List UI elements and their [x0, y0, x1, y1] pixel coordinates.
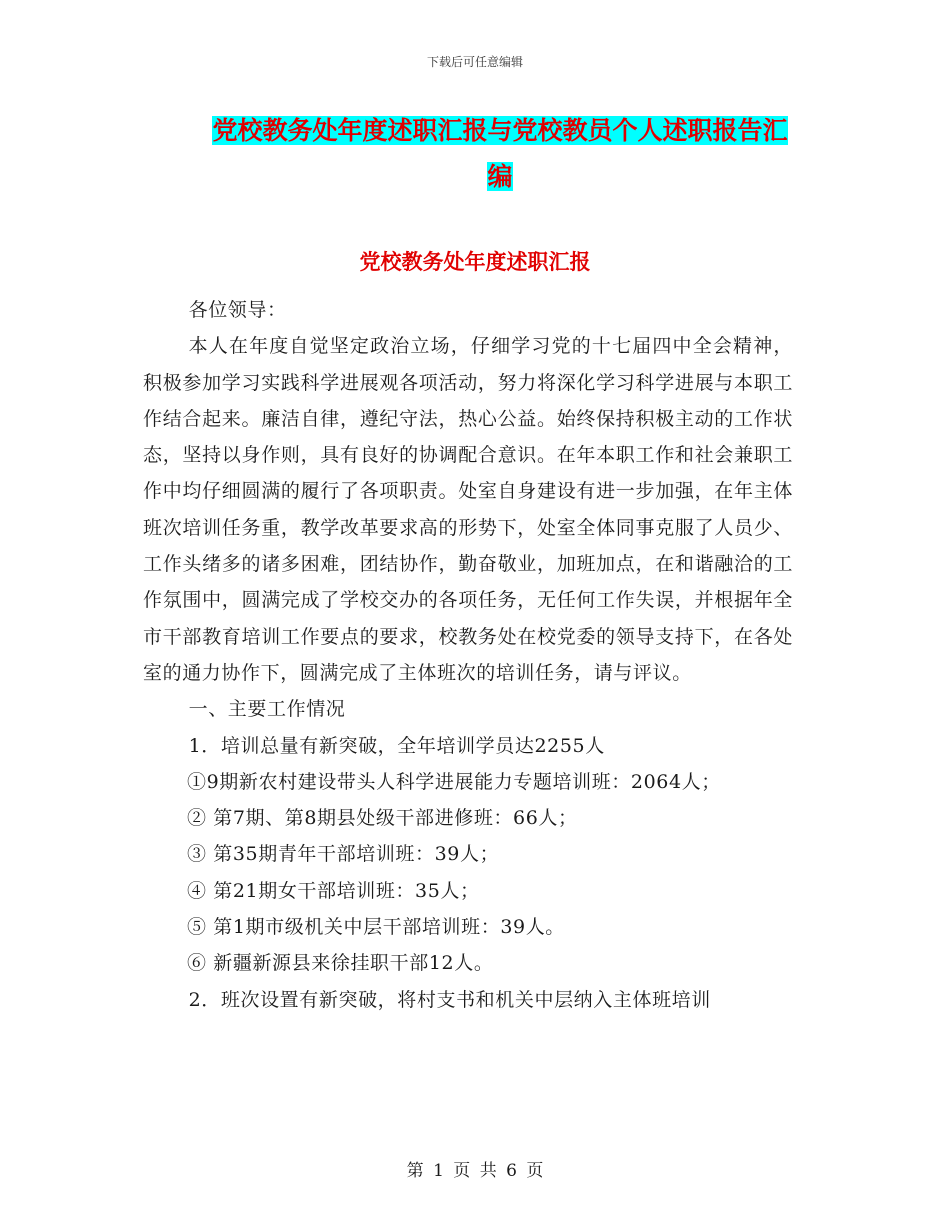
list-item: ⑤ 第1期市级机关中层干部培训班：39人。 — [187, 916, 565, 939]
section-heading-1: 一、主要工作情况 — [188, 698, 346, 721]
list-item: ①9期新农村建设带头人科学进展能力专题培训班：2064人； — [187, 770, 721, 793]
document-body — [143, 292, 793, 1018]
document-title — [140, 108, 860, 200]
list-item: ③ 第35期青年干部培训班：39人； — [187, 843, 500, 866]
document-title-line2: 编 — [487, 162, 513, 191]
list-item: ② 第7期、第8期县处级干部进修班：66人； — [187, 807, 578, 830]
document-title-line1: 党校教务处年度述职汇报与党校教员个人述职报告汇 — [212, 116, 788, 145]
point-2: 2．班次设置有新突破，将村支书和机关中层纳入主体班培训 — [188, 988, 711, 1011]
paragraph-1: 本人在年度自觉坚定政治立场，仔细学习党的十七届四中全会精神，积极参加学习实践科学进展观各项活动，努力将深化学习科学进展与本职工作结合起来。廉洁自律，遵纪守法，热心公益。始终保持积极主动的工作状态，坚持以身作则，具有良好的协调配合意识。在年本职工作和社会兼职工作中均仔细圆满的履行了各项职责。处室自身建设有进一步加强，在年主体班次培训任务重，教学改革要求高的形势下，处室全体同事克服了人员少、工作头绪多的诸多困难，团结协作，勤奋敬业，加班加点，在和谐融洽的工作氛围中，圆满完成了学校交办的各项任务，无任何工作失误，并根据年全市干部教育培训工作要点的要求，校教务处在校党委的领导支持下，在各处室的通力协作下，圆满完成了主体班次的培训任务，请与评议。 — [143, 335, 793, 684]
salutation: 各位领导： — [188, 299, 287, 321]
header-note: 下载后可任意编辑 — [426, 55, 523, 69]
point-1: 1．培训总量有新突破，全年培训学员达2255人 — [188, 734, 605, 757]
list-item: ④ 第21期女干部培训班：35人； — [187, 879, 480, 902]
page-number: 第 1 页 共 6 页 — [406, 1161, 544, 1181]
list-item: ⑥ 新疆新源县来徐挂职干部12人。 — [187, 952, 494, 975]
section-title: 党校教务处年度述职汇报 — [359, 249, 591, 274]
